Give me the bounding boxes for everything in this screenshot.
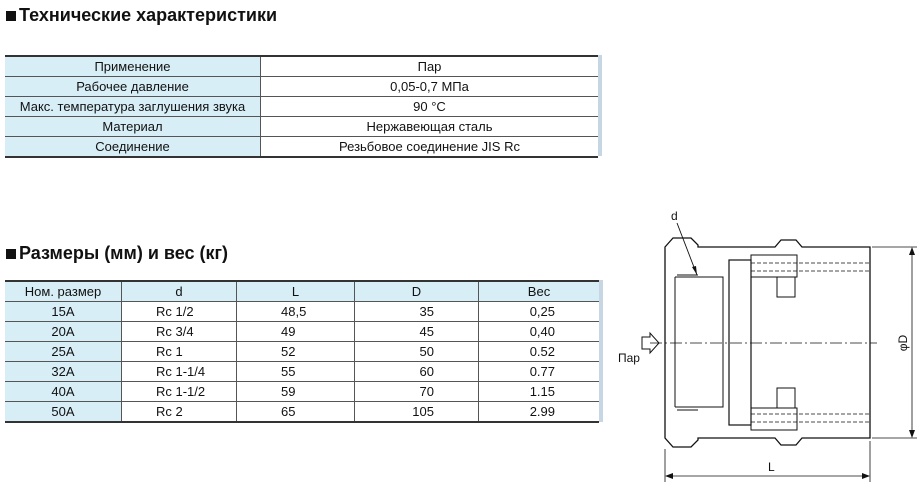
- spec-value: Нержавеющая сталь: [261, 117, 599, 137]
- cell-D: 50: [355, 342, 479, 362]
- spec-label: Макс. температура заглушения звука: [5, 97, 261, 117]
- cell-L: 59: [237, 382, 355, 402]
- cell-size: 15A: [5, 302, 122, 322]
- spec-value: 0,05-0,7 МПа: [261, 77, 599, 97]
- table-header-row: [5, 281, 599, 302]
- cell-weight: 0,25: [479, 302, 600, 322]
- cell-d: Rc 1: [122, 342, 237, 362]
- cell-weight: 0.52: [479, 342, 600, 362]
- cell-size: 32A: [5, 362, 122, 382]
- square-bullet-icon: [6, 11, 16, 21]
- outlet-channel: [751, 408, 797, 430]
- table-shadow: [598, 55, 602, 156]
- cell-L: 55: [237, 362, 355, 382]
- label-D: φD: [896, 334, 910, 352]
- table-row: [5, 342, 599, 362]
- label-L: L: [768, 460, 775, 474]
- header-nominal-size: Ном. размер: [5, 281, 122, 302]
- cell-D: 105: [355, 402, 479, 423]
- cell-L: 65: [237, 402, 355, 423]
- table-row: [5, 77, 598, 97]
- spec-label: Соединение: [5, 137, 261, 158]
- silencer-drawing: [605, 205, 920, 485]
- header-weight: Вес: [479, 281, 600, 302]
- dimensions-title: [6, 243, 228, 264]
- cell-d: Rc 3/4: [122, 322, 237, 342]
- cell-d: Rc 1-1/2: [122, 382, 237, 402]
- cell-L: 48,5: [237, 302, 355, 322]
- cell-D: 70: [355, 382, 479, 402]
- dimensions-table: [5, 280, 599, 423]
- spec-value: Резьбовое соединение JIS Rc: [261, 137, 599, 158]
- cell-size: 50A: [5, 402, 122, 423]
- cell-size: 20A: [5, 322, 122, 342]
- cell-D: 45: [355, 322, 479, 342]
- dimension-arrow-icon: [909, 430, 915, 438]
- table-row: [5, 362, 599, 382]
- cell-weight: 1.15: [479, 382, 600, 402]
- header-D: D: [355, 281, 479, 302]
- table-row: [5, 402, 599, 423]
- leader-arrow-icon: [692, 266, 697, 275]
- spec-value: Пар: [417, 59, 442, 74]
- header-L: L: [237, 281, 355, 302]
- label-d: d: [671, 209, 678, 223]
- outlet-port: [777, 277, 795, 297]
- core-insert: [729, 260, 751, 425]
- specs-title: [6, 5, 277, 26]
- table-row: [5, 382, 599, 402]
- spec-value: 90 °C: [261, 97, 599, 117]
- dimensions-title-text: Размеры (мм) и вес (кг): [19, 243, 228, 263]
- cell-size: 40A: [5, 382, 122, 402]
- cell-d: Rc 1-1/4: [122, 362, 237, 382]
- cell-L: 52: [237, 342, 355, 362]
- table-row: [5, 97, 598, 117]
- cell-d: Rc 1/2: [122, 302, 237, 322]
- dimension-arrow-icon: [909, 247, 915, 255]
- cell-weight: 2.99: [479, 402, 600, 423]
- specs-table: [5, 55, 598, 158]
- cell-d: Rc 2: [122, 402, 237, 423]
- inner-bore: [675, 277, 723, 407]
- cell-weight: 0.77: [479, 362, 600, 382]
- cell-D: 60: [355, 362, 479, 382]
- cell-weight: 0,40: [479, 322, 600, 342]
- dimension-arrow-icon: [862, 473, 870, 479]
- label-steam: Пар: [618, 351, 640, 365]
- dimension-arrow-icon: [665, 473, 673, 479]
- spec-label: Применение: [5, 56, 261, 77]
- spec-label: Материал: [5, 117, 261, 137]
- table-row: [5, 322, 599, 342]
- header-d: d: [122, 281, 237, 302]
- cell-L: 49: [237, 322, 355, 342]
- table-row: [5, 137, 598, 158]
- table-row: [5, 56, 598, 77]
- table-shadow: [599, 280, 603, 422]
- spec-label: Рабочее давление: [5, 77, 261, 97]
- square-bullet-icon: [6, 249, 16, 259]
- cell-D: 35: [355, 302, 479, 322]
- table-row: [5, 302, 599, 322]
- outlet-port: [777, 388, 795, 408]
- specs-title-text: Технические характеристики: [19, 5, 278, 25]
- outlet-channel: [751, 255, 797, 277]
- cell-size: 25A: [5, 342, 122, 362]
- table-row: [5, 117, 598, 137]
